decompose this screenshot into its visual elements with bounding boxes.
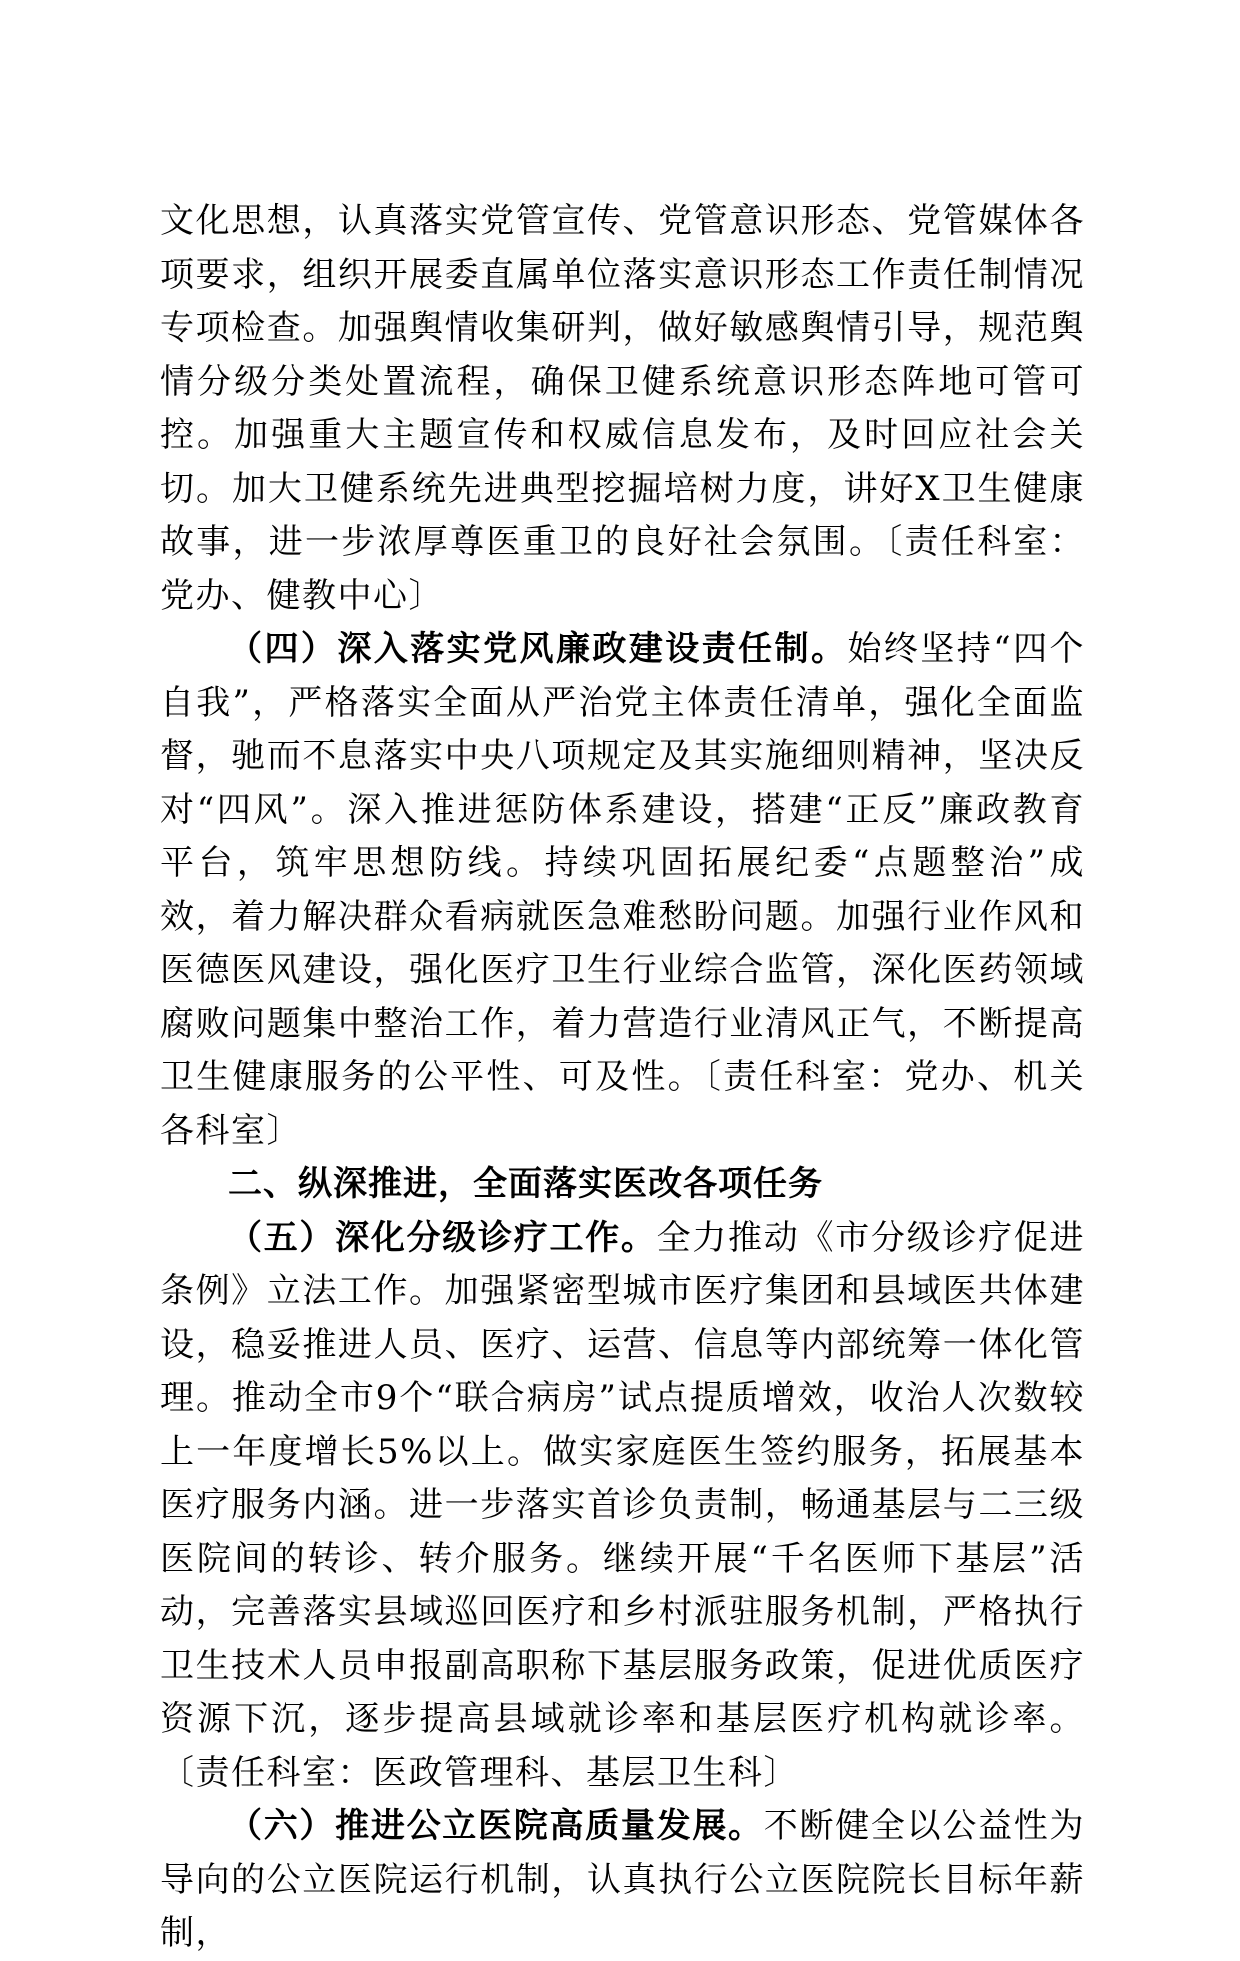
paragraph-body: 不断健全以公益性为导向的公立医院运行机制，认真执行公立医院院长目标年薪制， bbox=[160, 1806, 1086, 1953]
paragraph-body: 文化思想，认真落实党管宣传、党管意识形态、党管媒体各项要求，组织开展委直属单位落实意识形态工作责任制情况专项检查。加强舆情收集研判，做好敏感舆情引导，规范舆情分级分类处置流程，确保卫健系统意识形态阵地可管可控。加强重大主题宣传和权威信息发布，及时回应社会关切。加大卫健系统先进典型挖掘培树力度，讲好X卫生健康故事，进一步浓厚尊医重卫的良好社会氛围。〔责任科室：党办、健教中心〕 bbox=[160, 201, 1085, 616]
document-page bbox=[160, 195, 1085, 1961]
paragraph-tiered-diagnosis bbox=[160, 1212, 1085, 1801]
paragraph-lead: （五）深化分级诊疗工作。 bbox=[228, 1217, 657, 1258]
paragraph-ideology bbox=[160, 195, 1085, 623]
paragraph-integrity bbox=[160, 623, 1085, 1158]
paragraph-lead: （四）深入落实党风廉政建设责任制。 bbox=[228, 629, 848, 669]
section-heading: 二、纵深推进，全面落实医改各项任务 bbox=[228, 1164, 823, 1204]
paragraph-lead: （六）推进公立医院高质量发展。 bbox=[228, 1806, 764, 1846]
paragraph-body: 全力推动《市分级诊疗促进条例》立法工作。加强紧密型城市医疗集团和县域医共体建设，稳妥推进人员、医疗、运营、信息等内部统筹一体化管理。推动全市9个“联合病房”试点提质增效，收治人次数较上一年度增长5%以上。做实家庭医生签约服务，拓展基本医疗服务内涵。进一步落实首诊负责制，畅通基层与二三级医院间的转诊、转介服务。继续开展“千名医师下基层”活动，完善落实县域巡回医疗和乡村派驻服务机制，严格执行卫生技术人员申报副高职称下基层服务政策，促进优质医疗资源下沉，逐步提高县域就诊率和基层医疗机构就诊率。〔责任科室：医政管理科、基层卫生科〕 bbox=[160, 1217, 1085, 1793]
paragraph-body: 始终坚持“四个自我”，严格落实全面从严治党主体责任清单，强化全面监督，驰而不息落实中央八项规定及其实施细则精神，坚决反对“四风”。深入推进惩防体系建设，搭建“正反”廉政教育平台，筑牢思想防线。持续巩固拓展纪委“点题整治”成效，着力解决群众看病就医急难愁盼问题。加强行业作风和医德医风建设，强化医疗卫生行业综合监管，深化医药领域腐败问题集中整治工作，着力营造行业清风正气，不断提高卫生健康服务的公平性、可及性。〔责任科室：党办、机关各科室〕 bbox=[160, 629, 1086, 1151]
paragraph-public-hospitals bbox=[160, 1800, 1085, 1961]
